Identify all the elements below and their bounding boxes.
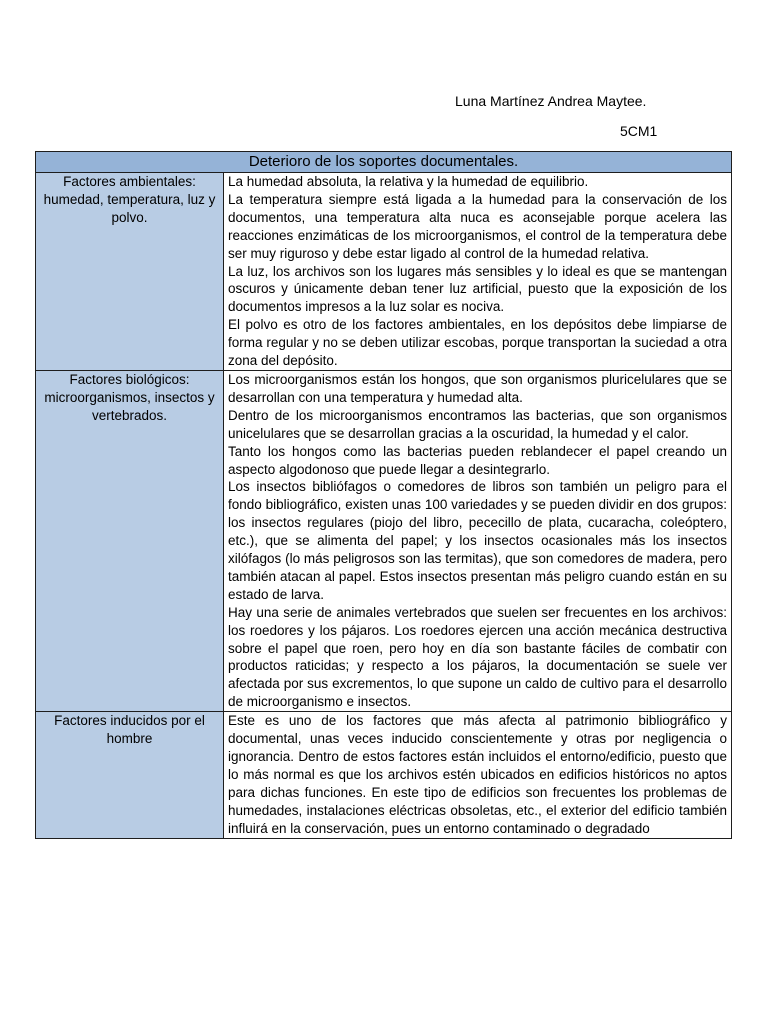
table-row-biological — [36, 370, 732, 711]
factor-label-human: Factores inducidos por el hombre — [36, 712, 224, 838]
paragraph: Dentro de los microorganismos encontramos las bacterias, que son organismos unicelulares que se desarrollan gracias a la oscuridad, la humedad y el calor. — [228, 407, 727, 441]
paragraph: El polvo es otro de los factores ambientales, en los depósitos debe limpiarse de forma regular y no se deben utilizar escobas, porque transportan la suciedad a otra zona del depósito. — [228, 317, 727, 369]
group-code: 5CM1 — [620, 123, 658, 139]
paragraph: La temperatura siempre está ligada a la humedad para la conservación de los documentos, una temperatura alta nuca es aconsejable porque acelera las reacciones enzimáticas de los microorganismos, el control de la temperatura debe ser muy riguroso y debe estar ligado al control de la humedad relativa. — [228, 191, 727, 261]
table-title-row — [36, 152, 732, 173]
paragraph: Los microorganismos están los hongos, que son organismos pluricelulares que se desarrollan con una temperatura y humedad alta. — [228, 371, 727, 405]
factor-label-environmental: Factores ambientales: humedad, temperatura, luz y polvo. — [36, 173, 224, 371]
paragraph: La luz, los archivos son los lugares más sensibles y lo ideal es que se mantengan oscuros y únicamente deban tener luz artificial, puesto que la exposición de los documentos impresos a la luz solar es nociva. — [228, 263, 727, 315]
factor-description-environmental — [224, 173, 732, 371]
paragraph: Este es uno de los factores que más afecta al patrimonio bibliográfico y documental, unas veces inducido conscientemente y otras por negligencia o ignorancia. Dentro de estos factores están incluidos el entorno/edificio, puesto que lo más normal es que los archivos estén ubicados en edificios históricos no aptos para dichas funciones. En este tipo de edificios son frecuentes los problemas de humedades, instalaciones eléctricas obsoletas, etc., el exterior del edificio también influirá en la conservación, pues un entorno contaminado o degradado — [228, 713, 727, 836]
paragraph: Hay una serie de animales vertebrados que suelen ser frecuentes en los archivos: los roedores y los pájaros. Los roedores ejercen una acción mecánica destructiva sobre el papel que roen, pero hoy en día son bastante fáciles de combatir con productos raticidas; y respecto a los pájaros, la documentación se suele ver afectada por sus excrementos, lo que supone un caldo de cultivo para el desarrollo de microorganismo e insectos. — [228, 604, 727, 710]
factor-label-biological: Factores biológicos: microorganismos, insectos y vertebrados. — [36, 370, 224, 711]
deterioration-table — [35, 151, 732, 839]
paragraph: Tanto los hongos como las bacterias pueden reblandecer el papel creando un aspecto algodonoso que puede llegar a desintegrarlo. — [228, 443, 727, 477]
paragraph: La humedad absoluta, la relativa y la humedad de equilibrio. — [228, 174, 589, 189]
factor-description-human — [224, 712, 732, 838]
table-title: Deterioro de los soportes documentales. — [36, 152, 732, 173]
paragraph: Los insectos bibliófagos o comedores de libros son también un peligro para el fondo bibliográfico, existen unas 100 variedades y se pueden dividir en dos grupos: los insectos regulares (piojo del libro, pececillo de plata, cucaracha, coleóptero, etc.), que se alimenta del papel; y los insectos ocasionales más los insectos xilófagos (lo más peligrosos son las termitas), que son comedores de madera, pero también atacan al papel. Estos insectos presentan más peligro cuando están en su estado de larva. — [228, 479, 727, 602]
table-row-human — [36, 712, 732, 838]
table-row-environmental — [36, 173, 732, 371]
factor-description-biological — [224, 370, 732, 711]
author-name: Luna Martínez Andrea Maytee. — [455, 93, 647, 109]
